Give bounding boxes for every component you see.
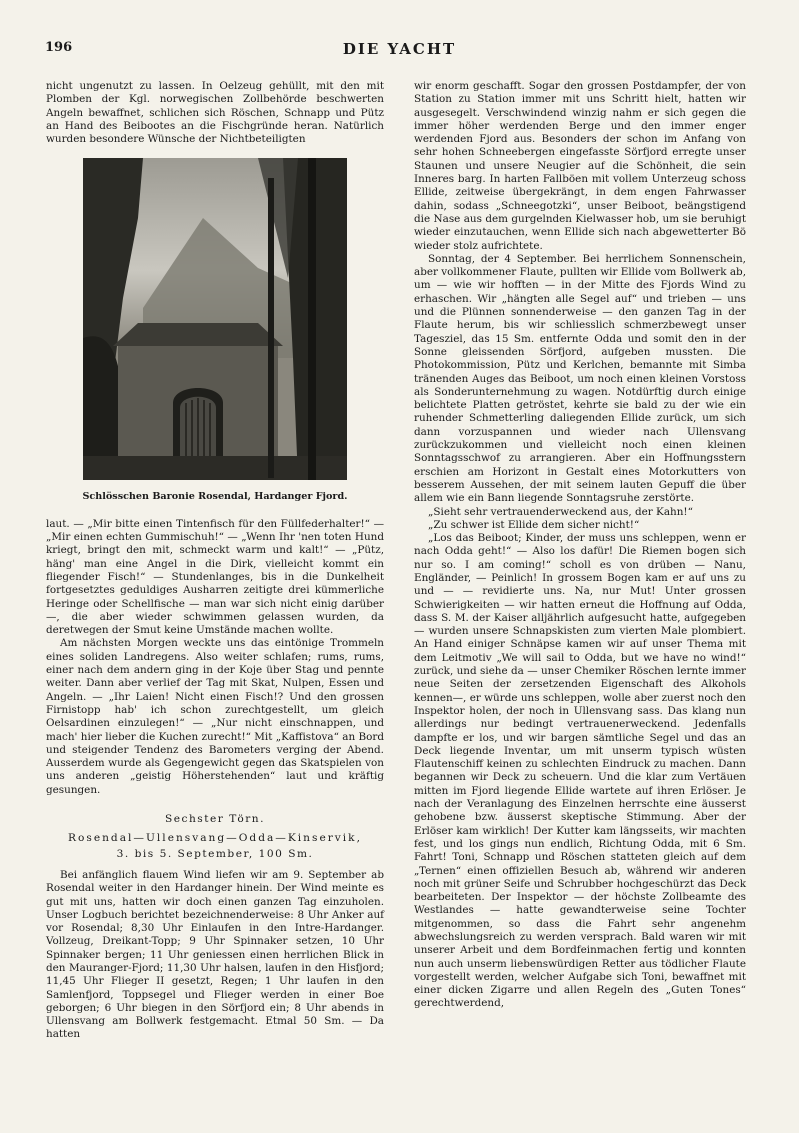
paragraph: Bei anfänglich flauem Wind liefen wir am 9. September ab Rosendal weiter in den Hardanger hinein. Der Wind meinte es gut mit uns, hatten wir doch einen ganzen Tag einzuholen. Unser Logbuch berichtet bezeichnenderweise: 8 Uhr Anker auf vor Rosendal; 8,30 Uhr Einlaufen in den Intre-Hardanger. Vollzeug, Dreikant-Topp; 9 Uhr Spinnaker setzen, 10 Uhr Spinnaker bergen; 11 Uhr geniessen einen herrlichen Blick in den Mauranger-Fjord; 11,30 Uhr halsen, laufen in den Hisfjord; 11,45 Uhr Flieger II gesetzt, Regen; 1 Uhr laufen in den Samlenfjord, Toppsegel und Flieger werden in einer Boe geborgen; 6 Uhr biegen in den Sörfjord ein; 8 Uhr abends in Ullensvang am Bollwerk festgemacht. Etmal 50 Sm. — Da hatten: [46, 868, 384, 1041]
paragraph: Am nächsten Morgen weckte uns das eintönige Trommeln eines soliden Landregens. Also weiter schlafen; rums, rums, einer nach dem andern ging in der Koje über Stag und pennte weiter. Dann aber verlief der Tag mit Skat, Nulpen, Essen und Angeln. — „Ihr Laien! Nicht einen Fisch!? Und den grossen Firnistopp hab' ich schon zurechtgestellt, um gleich Oelsardinen einzulegen!“ — „Nur nicht einschnappen, und mach' hier lieber die Kuchen zurecht!“ Mit „Kaffistova“ an Bord und steigender Tendenz des Barometers verging der Abend. Ausserdem wurde als Gegengewicht gegen das Skatspielen von uns anderen „geistig Höherstehenden“ laut und kräftig gesungen.: [46, 637, 384, 796]
page-number: 196: [45, 40, 73, 55]
section-title: Sechster Törn.: [165, 813, 265, 826]
paragraph: Sonntag, der 4 September. Bei herrlichem Sonnenschein, aber vollkommener Flaute, pullten wir Ellide vom Bollwerk ab, um — wie wir hofften — in der Mitte des Fjords Wind zu erhaschen. Wir „hängten alle Segel auf“ und trieben — uns und die Plünnen sonnenderweise — den ganzen Tag in der Flaute herum, bis wir schliesslich schmerzbewegt unser Tagesziel, das 15 Sm. entfernte Odda und somit den in der Sonne gleissenden Sörfjord, aufgeben mussten. Die Photokommission, Pütz und Kerlchen, bemannte mit Simba tränenden Auges das Beiboot, um noch einen kleinen Vorstoss als Sonderunternehmung zu wagen. Notdürftig durch einige belichtete Platten getröstet, kehrte sie bald zu der wie ein ruhender Schmetterling daliegenden Ellide zurück, um sich dann vorzuspannen und wieder nach Ullensvang zurückzukommen und vielleicht noch einen kleinen Sonntagsschwof zu arrangieren. Aber ein Hoffnungsstern erschien am Horizont in Gestalt eines Motorkutters von besserem Aussehen, der mit seinem lauten Gepuff die über allem wie ein Bann liegende Sonntagsruhe zerstörte.: [414, 252, 746, 505]
section-route: Rosendal—Ullensvang—Odda—Kinservik,: [68, 832, 362, 845]
section-date: 3. bis 5. September, 100 Sm.: [116, 847, 314, 860]
paragraph: „Los das Beiboot; Kinder, der muss uns schleppen, wenn er nach Odda geht!“ — Also los dafür! Die Riemen bogen sich nur so. I am coming!“ scholl es von drüben — Nanu, Engländer, — Peinlich! In grossem Bogen kam er auf uns zu und — — revidierte uns. Na, nur Mut! Unter grossen Schwierigkeiten — wir hatten erneut die Hoffnung auf Odda, dass S. M. der Kaiser alljährlich aufgesucht hatte, aufgegeben — wurden unsere Schnapskisten zum vierten Male plombiert. An Hand einiger Schnäpse kamen wir auf unser Thema mit dem Leitmotiv „We will sail to Odda, but we have no wind!“ zurück, und siehe da — unser Chemiker Röschen lernte immer neue Seiten der zersetzenden Eigenschaft des Alkohols kennen—, er würde uns schleppen, wolle aber zuerst noch den Inspektor holen, der noch in Ullensvang sass. Das klang nun allerdings nur bedingt vertrauenerweckend. Jedenfalls dampfte er los, und wir bargen sämtliche Segel und das an Deck liegende Inventar, um mit unserm typisch wüsten Flautenschiff keinen zu schlechten Eindruck zu machen. Dann begannen wir Deck zu scheuern. Und die klar zum Vertäuen mitten im Fjord liegende Ellide wartete auf ihren Erlöser. Je nach der Veranlagung des Einzelnen herrschte eine äusserst gehobene bzw. äusserst skeptische Stimmung. Aber der Erlöser kam wirklich! Der Kutter kam längsseits, wir machten fest, und los gings nun endlich, Richtung Odda, mit 6 Sm. Fahrt! Toni, Schnapp und Röschen statteten gleich auf dem „Ternen“ einen offiziellen Besuch ab, während wir anderen noch mit grüner Seife und Schrubber hochgeschürzt das Deck bearbeiteten. Der Inspektor — der höchste Zollbeamte des Westlandes — hatte gewandterweise seine Tochter mitgenommen, so dass die Fahrt sehr angenehm abwechslungsreich zu werden versprach. Bald waren wir mit unserer Arbeit und dem Bordfeinmachen fertig und konnten nun auch unserm liebenswürdigen Retter aus tödlicher Flaute vorgestellt werden, welcher Aufgabe sich Toni, bewaffnet mit einer dicken Zigarre und allen Regeln des „Guten Tones“ gerechtwerdend,: [414, 532, 746, 1010]
paragraph: nicht ungenutzt zu lassen. In Oelzeug gehüllt, mit den mit Plomben der Kgl. norwegischen Zollbehörde beschwerten Angeln bewaffnet, schlichen sich Röschen, Schnapp und Pütz an Hand des Beibootes an die Fischgründe heran. Natürlich wurden besondere Wünsche der Nichtbeteiligten: [46, 80, 384, 146]
paragraph: „Zu schwer ist Ellide dem sicher nicht!“: [428, 518, 640, 531]
photo-caption: Schlösschen Baronie Rosendal, Hardanger Fjord.: [82, 491, 348, 503]
left-column: [46, 80, 384, 1042]
photo-schloesschen-rosendal: [83, 158, 347, 480]
paragraph: wir enorm geschafft. Sogar den grossen Postdampfer, der von Station zu Station immer mit uns Schritt hielt, hatten wir ausgesegelt. Verschwindend winzig nahm er sich gegen die immer höher werdenden Berge und den immer enger werdenden Fjord aus. Besonders der schon im Anfang von sehr hohen Schneebergen eingefasste Sörfjord erregte unser Staunen und unsere Neugier auf die Schönheit, die sein Inneres barg. In harten Fallböen mit vollem Unterzeug schoss Ellide, zeitweise übergekrängt, in dem engen Fahrwasser dahin, sodass „Schneegotzki“, unser Beiboot, beängstigend die Nase aus dem gurgelnden Kielwasser hob, um sie beruhigt wieder einzutauchen, wenn Ellide sich nach abgewetterter Bö wieder stolz aufrichtete.: [414, 80, 746, 252]
right-column: [414, 80, 746, 1011]
paragraph: „Sieht sehr vertrauenderweckend aus, der Kahn!“: [428, 505, 693, 518]
running-head: DIE YACHT: [342, 40, 457, 58]
paragraph: laut. — „Mir bitte einen Tintenfisch für den Füllfederhalter!“ — „Mir einen echten Gummischuh!“ — „Wenn Ihr 'nen toten Hund kriegt, bringt den mit, schmeckt warm und kalt!“ — „Pütz, häng' man eine Angel in die Dirk, vielleicht kommt ein fliegender Fisch!“ — Stundenlanges, bis in die Dunkelheit fortgesetztes geduldiges Ausharren zeitigte drei kümmerliche Heringe oder Schellfische — man war sich nicht einig darüber —, die aber wieder schwimmen gelassen wurden, da deretwegen der Smut keine Umstände machen wollte.: [46, 517, 384, 637]
